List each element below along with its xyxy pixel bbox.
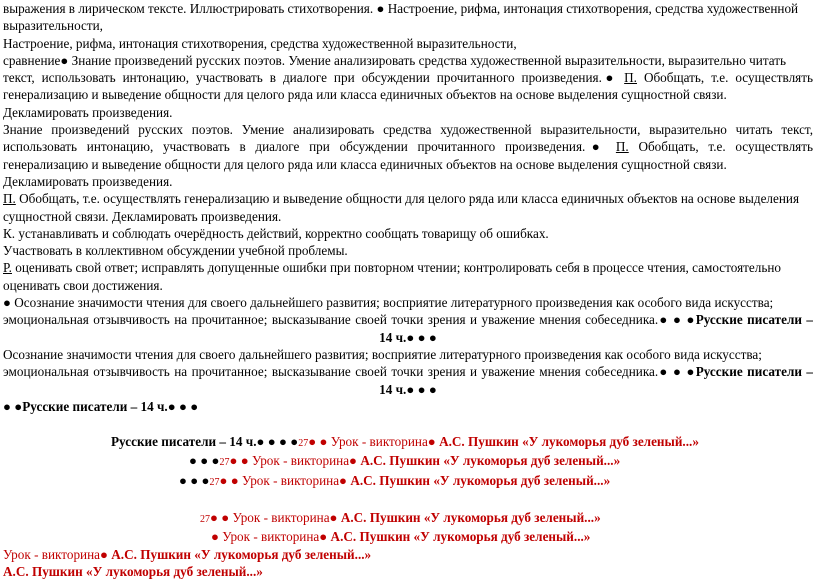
text-line: Участвовать в коллективном обсуждении учебной проблемы. [3,243,348,259]
text-line: Р. оценивать свой ответ; исправлять допущенные ошибки при повторном чтении; контролировать себя в процессе чтения, самостоятельно [3,260,781,276]
text-line: 14 ч.● ● ● [379,381,437,397]
lesson-line: А.С. Пушкин «У лукоморья дуб зеленый...» [3,563,263,579]
text-line: текст, использовать интонацию, участвовать в диалоге при обсуждении прочитанного произведения.● П. Обобщать, т.е. осуществлять [3,70,813,86]
text-line: сравнение● Знание произведений русских поэтов. Умение анализировать средства художественной выразительности, выразительно читать [3,52,787,68]
text-line: Декламировать произведения. [3,104,173,120]
text-line: эмоциональная отзывчивость на прочитанное; высказывание своей точки зрения и уважение мнения собеседника.● ● ●Русские писатели – [3,312,813,328]
lesson-line: ● Урок - викторина● А.С. Пушкин «У лукоморья дуб зеленый...» [211,529,591,545]
text-line: Осознание значимости чтения для своего дальнейшего развития; восприятие литературного произведения как особого вида искусства; [3,346,762,362]
lesson-line: Урок - викторина● А.С. Пушкин «У лукоморья дуб зеленый...» [3,546,372,562]
text-line: эмоциональная отзывчивость на прочитанное; высказывание своей точки зрения и уважение мнения собеседника.● ● ●Русские писатели – [3,364,813,380]
text-line: Настроение, рифма, интонация стихотворения, средства художественной выразительности, [3,35,517,51]
text-line: К. устанавливать и соблюдать очерёдность действий, корректно сообщать товарищу об ошибках. [3,225,549,241]
text-line: П. Обобщать, т.е. осуществлять генерализацию и выведение общности для целого ряда или класса единичных объектов на основе выделения [3,191,800,207]
text-line: Знание произведений русских поэтов. Умение анализировать средства художественной выразительности, выразительно читать текст, [3,122,813,138]
text-line: выражения в лирическом тексте. Иллюстрировать стихотворения. ● Настроение, рифма, интонация стихотворения, средства художественной [3,1,799,16]
text-line: 14 ч.● ● ● [379,329,437,345]
text-line: ● ●Русские писатели – 14 ч.● ● ● [3,398,199,414]
text-line: Декламировать произведения. [3,173,173,189]
text-line: выразительности, [3,18,103,34]
text-line: генерализацию и выведение общности для целого ряда или класса единичных объектов на основе выделения сущностной связи. [3,156,727,172]
document-body [3,0,813,580]
lesson-line: Русские писатели – 14 ч.● ● ● ●27● ● Урок - викторина● А.С. Пушкин «У лукоморья дуб зеленый...» [111,434,699,450]
lesson-line: ● ● ●27● ● Урок - викторина● А.С. Пушкин «У лукоморья дуб зеленый...» [179,472,611,488]
spacer [3,415,813,433]
lesson-line: ● ● ●27● ● Урок - викторина● А.С. Пушкин «У лукоморья дуб зеленый...» [189,453,621,469]
text-line: генерализацию и выведение общности для целого ряда или класса единичных объектов на основе выделения сущностной связи. [3,87,727,103]
spacer [3,491,813,509]
text-line: ● Осознание значимости чтения для своего дальнейшего развития; восприятие литературного произведения как особого вида искусства; [3,295,774,311]
lesson-line: 27● ● Урок - викторина● А.С. Пушкин «У лукоморья дуб зеленый...» [200,510,601,526]
text-line: использовать интонацию, участвовать в диалоге при обсуждении прочитанного произведения.● П. Обобщать, т.е. осуществлять [3,139,813,155]
text-line: сущностной связи. Декламировать произведения. [3,208,282,224]
text-line: оценивать свои достижения. [3,277,163,293]
